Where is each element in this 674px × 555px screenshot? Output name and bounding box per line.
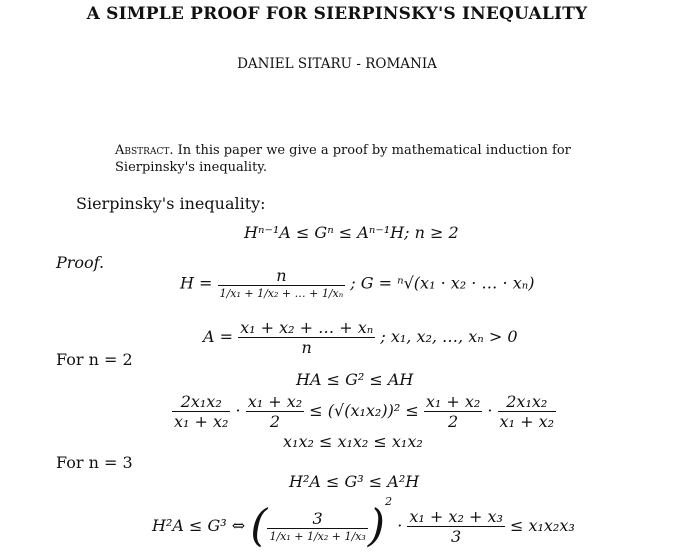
author-line: DANIEL SITARU - ROMANIA — [237, 56, 437, 72]
n2-frac2-num: x₁ + x₂ — [247, 392, 303, 411]
n3-lhs: H²A ≤ G³ ⇔ — [152, 516, 246, 535]
a-fraction — [238, 318, 375, 357]
h-denominator: 1/x₁ + 1/x₂ + … + 1/xₙ — [219, 287, 344, 300]
h-definition — [180, 266, 534, 302]
n3-frac2-den: 3 — [407, 526, 504, 546]
abstract — [115, 142, 595, 176]
n2-frac2-den: 2 — [246, 411, 304, 431]
n3-frac1-den: 1/x₁ + 1/x₂ + 1/x₃ — [269, 529, 366, 543]
n3-dot: · — [397, 516, 403, 535]
n2-frac4-num: 2x₁x₂ — [506, 392, 548, 411]
n2-frac1-den: x₁ + x₂ — [174, 412, 229, 431]
n3-rhs: ≤ x₁x₂x₃ — [509, 516, 575, 535]
n2-frac1-num: 2x₁x₂ — [180, 392, 222, 411]
n2-frac3 — [424, 392, 482, 431]
case-n2-label: For n = 2 — [56, 350, 133, 369]
h-lhs: H = — [180, 273, 213, 293]
proof-label: Proof. — [56, 253, 105, 272]
n2-middle: ≤ (√(x₁x₂))² ≤ — [309, 401, 419, 420]
n2-dot1: · — [235, 401, 241, 420]
h-fraction — [218, 266, 346, 302]
main-inequality: Hⁿ⁻¹A ≤ Gⁿ ≤ Aⁿ⁻¹H; n ≥ 2 — [244, 223, 459, 242]
n2-line3: x₁x₂ ≤ x₁x₂ ≤ x₁x₂ — [283, 432, 423, 451]
n3-exponent: 2 — [385, 495, 393, 508]
n3-frac2-num: x₁ + x₂ + x₃ — [409, 507, 503, 526]
a-definition — [203, 318, 518, 357]
n3-right-paren: ) — [367, 500, 385, 552]
h-numerator: n — [276, 266, 287, 285]
g-definition: ; G = ⁿ√(x₁ · x₂ · … · xₙ) — [350, 273, 535, 293]
n2-line1: HA ≤ G² ≤ AH — [296, 370, 414, 389]
n2-line2 — [172, 392, 556, 431]
n2-frac1 — [172, 392, 230, 431]
n2-frac2 — [246, 392, 304, 431]
n2-dot2: · — [487, 401, 493, 420]
n3-line1: H²A ≤ G³ ≤ A²H — [289, 472, 420, 491]
a-denominator: n — [238, 337, 375, 357]
n2-frac4-den: x₁ + x₂ — [499, 412, 554, 431]
case-n3-label: For n = 3 — [56, 453, 133, 472]
abstract-label: Abstract. — [115, 143, 174, 158]
n2-frac3-num: x₁ + x₂ — [425, 392, 481, 411]
paper-title: A SIMPLE PROOF FOR SIERPINSKY'S INEQUALITY — [86, 4, 588, 24]
n3-frac2 — [407, 507, 504, 546]
n3-frac1-num: 3 — [312, 508, 323, 528]
n3-frac1 — [267, 509, 367, 545]
statement-label: Sierpinsky's inequality: — [76, 194, 266, 213]
abstract-text: In this paper we give a proof by mathematical induction for Sierpinsky's inequality. — [115, 143, 571, 175]
a-lhs: A = — [203, 327, 234, 346]
a-condition: ; x₁, x₂, …, xₙ > 0 — [380, 327, 518, 346]
n3-line2 — [152, 495, 575, 552]
n3-left-paren: ( — [250, 500, 268, 552]
n2-frac3-den: 2 — [424, 411, 482, 431]
a-numerator: x₁ + x₂ + … + xₙ — [240, 318, 374, 337]
n2-frac4 — [498, 392, 556, 431]
